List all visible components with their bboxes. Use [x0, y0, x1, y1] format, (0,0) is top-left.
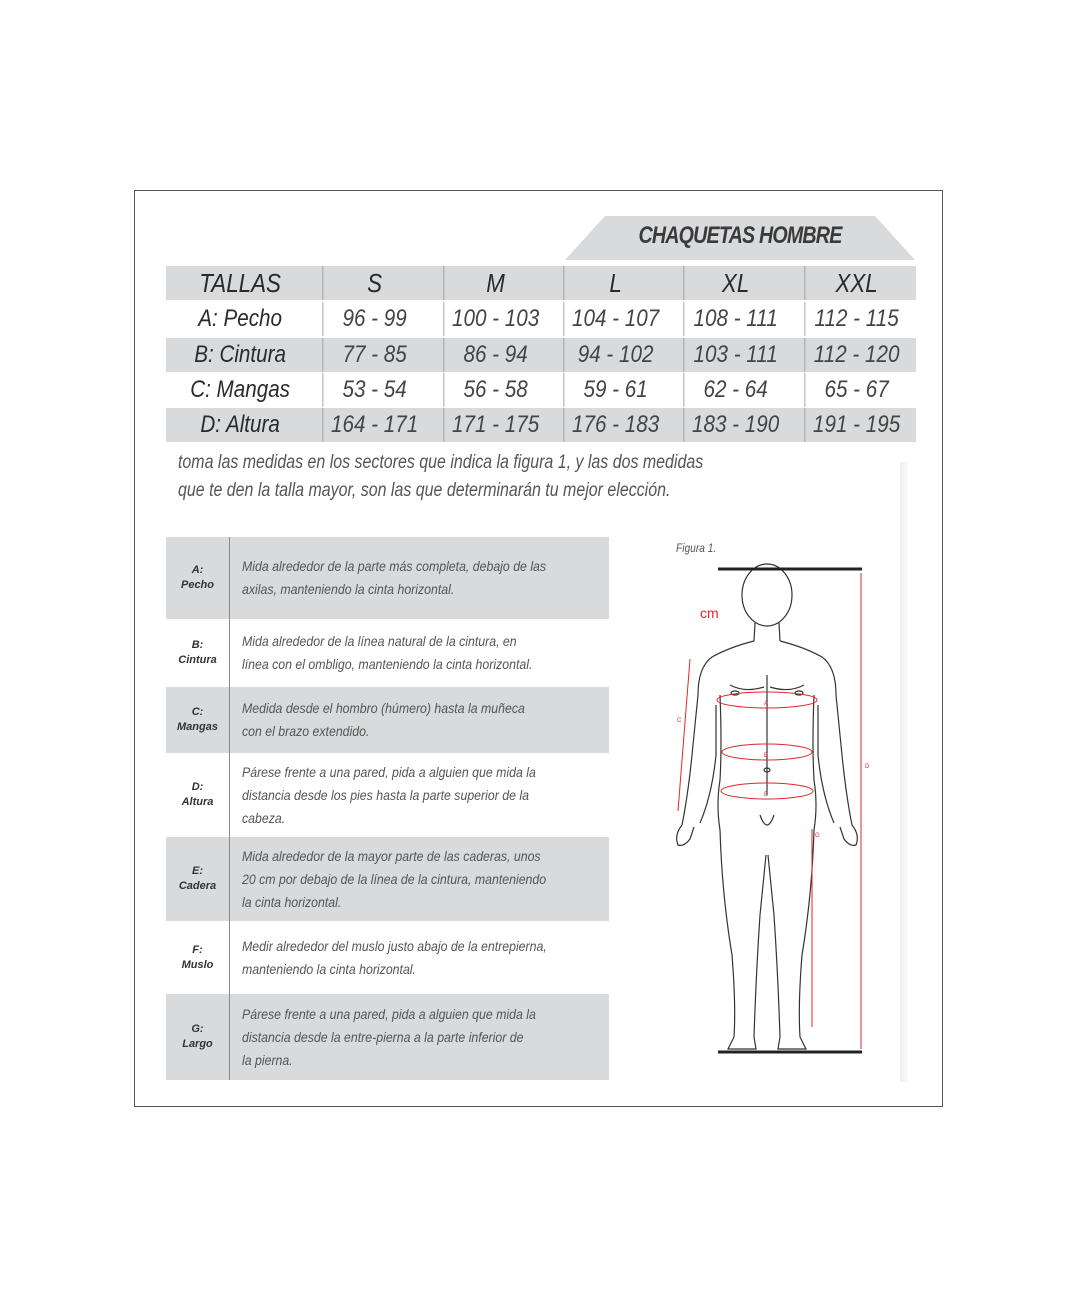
measure-row-largo	[166, 994, 609, 1080]
description-line: distancia desde los pies hasta la parte superior de la	[242, 786, 529, 803]
row-label: D: Altura	[200, 411, 280, 438]
row-label: B: Cintura	[194, 341, 286, 368]
table-cell: 62 - 64	[684, 373, 788, 407]
description-line: con el brazo extendido.	[242, 723, 370, 739]
measure-code	[166, 753, 230, 837]
measure-code	[166, 687, 230, 753]
measure-description	[230, 537, 609, 619]
measure-code	[166, 619, 230, 687]
body-measurement-figure	[660, 555, 880, 1060]
measure-name: Cintura	[178, 654, 217, 666]
measure-name: Muslo	[181, 958, 214, 971]
column-header: L	[563, 266, 667, 300]
svg-text:G: G	[815, 833, 820, 839]
measure-code	[166, 537, 230, 619]
measure-code	[166, 921, 230, 994]
svg-text:E: E	[764, 792, 769, 798]
measure-description	[230, 753, 609, 837]
table-cell: 100 - 103	[443, 302, 547, 336]
figure-caption: Figura 1.	[676, 541, 717, 555]
measurement-guides	[678, 573, 861, 1049]
measure-letter: C:	[191, 706, 204, 718]
row-label: A: Pecho	[198, 305, 282, 332]
table-row	[166, 302, 916, 336]
table-row	[166, 373, 916, 407]
svg-text:B: B	[764, 753, 769, 759]
description-line: axilas, manteniendo la cinta horizontal.	[242, 581, 455, 597]
svg-text:D: D	[865, 764, 870, 770]
svg-text:A: A	[764, 701, 769, 707]
table-cell: 53 - 54	[323, 373, 427, 407]
instructions-line: que te den la talla mayor, son las que determinarán tu mejor elección.	[178, 480, 671, 501]
size-table-header	[166, 266, 916, 300]
measure-name: Mangas	[177, 721, 218, 733]
measure-row-altura	[166, 753, 609, 837]
measure-letter: B:	[191, 639, 204, 651]
table-cell: 56 - 58	[443, 373, 547, 407]
measure-letter: A:	[191, 564, 204, 576]
measure-description	[230, 921, 609, 994]
row-label: C: Mangas	[190, 376, 291, 403]
measure-row-muslo	[166, 921, 609, 994]
unit-label: cm	[700, 605, 719, 621]
description-line: la pierna.	[242, 1051, 293, 1068]
measure-description	[230, 994, 609, 1080]
measure-name: Largo	[182, 1038, 213, 1050]
marker-letters	[677, 701, 870, 839]
table-cell: 86 - 94	[443, 338, 547, 372]
description-line: Medir alrededor del muslo justo abajo de la entrepierna,	[242, 937, 547, 954]
table-cell: 96 - 99	[323, 302, 427, 336]
description-line: Párese frente a una pared, pida a alguien que mida la	[242, 763, 536, 780]
decorative-shadow	[900, 462, 908, 1082]
description-line: distancia desde la entre-pierna a la parte inferior de	[242, 1028, 524, 1045]
table-cell: 171 - 175	[443, 408, 547, 442]
measure-letter: G:	[191, 1023, 204, 1035]
table-cell: 112 - 120	[804, 338, 908, 372]
measure-row-cintura	[166, 619, 609, 687]
table-cell: 183 - 190	[684, 408, 788, 442]
table-cell: 59 - 61	[563, 373, 667, 407]
description-line: manteniendo la cinta horizontal.	[242, 960, 416, 977]
table-cell: 191 - 195	[804, 408, 908, 442]
column-header: S	[323, 266, 427, 300]
description-line: 20 cm por debajo de la línea de la cintura, manteniendo	[242, 870, 547, 887]
table-cell: 112 - 115	[804, 302, 908, 336]
column-header: TALLAS	[199, 268, 281, 298]
table-cell: 104 - 107	[563, 302, 667, 336]
column-header: M	[443, 266, 547, 300]
measure-letter: E:	[192, 865, 203, 877]
body-outline	[677, 564, 858, 1049]
table-cell: 108 - 111	[684, 302, 788, 336]
column-header: XXL	[804, 266, 908, 300]
table-cell: 103 - 111	[684, 338, 788, 372]
measure-name: Cadera	[178, 880, 217, 892]
description-line: Medida desde el hombro (húmero) hasta la muñeca	[242, 700, 525, 716]
measure-name: Altura	[181, 796, 214, 808]
column-header: XL	[684, 266, 788, 300]
measure-code	[166, 837, 230, 921]
description-line: cabeza.	[242, 809, 286, 826]
table-row	[166, 408, 916, 442]
measure-letter: D:	[191, 781, 204, 793]
measure-description	[230, 837, 609, 921]
table-row	[166, 338, 916, 372]
measure-row-mangas	[166, 687, 609, 753]
measure-code	[166, 994, 230, 1080]
page-title: CHAQUETAS HOMBRE	[638, 222, 842, 249]
description-line: Mida alrededor de la línea natural de la cintura, en	[242, 633, 517, 649]
description-line: la cinta horizontal.	[242, 893, 342, 910]
table-cell: 77 - 85	[323, 338, 427, 372]
measure-description	[230, 619, 609, 687]
instructions-text	[178, 449, 703, 505]
measure-name: Pecho	[180, 579, 214, 591]
table-cell: 164 - 171	[323, 408, 427, 442]
description-line: Párese frente a una pared, pida a alguien que mida la	[242, 1005, 536, 1022]
measure-row-pecho	[166, 537, 609, 619]
description-line: Mida alrededor de la mayor parte de las caderas, unos	[242, 847, 541, 864]
table-cell: 65 - 67	[804, 373, 908, 407]
description-line: Mida alrededor de la parte más completa, debajo de las	[242, 558, 547, 574]
instructions-line: toma las medidas en los sectores que indica la figura 1, y las dos medidas	[178, 452, 704, 473]
table-cell: 94 - 102	[563, 338, 667, 372]
description-line: línea con el ombligo, manteniendo la cinta horizontal.	[242, 656, 533, 672]
svg-text:C: C	[677, 718, 682, 724]
measure-row-cadera	[166, 837, 609, 921]
measure-letter: F:	[192, 943, 203, 956]
table-cell: 176 - 183	[563, 408, 667, 442]
measure-description	[230, 687, 609, 753]
